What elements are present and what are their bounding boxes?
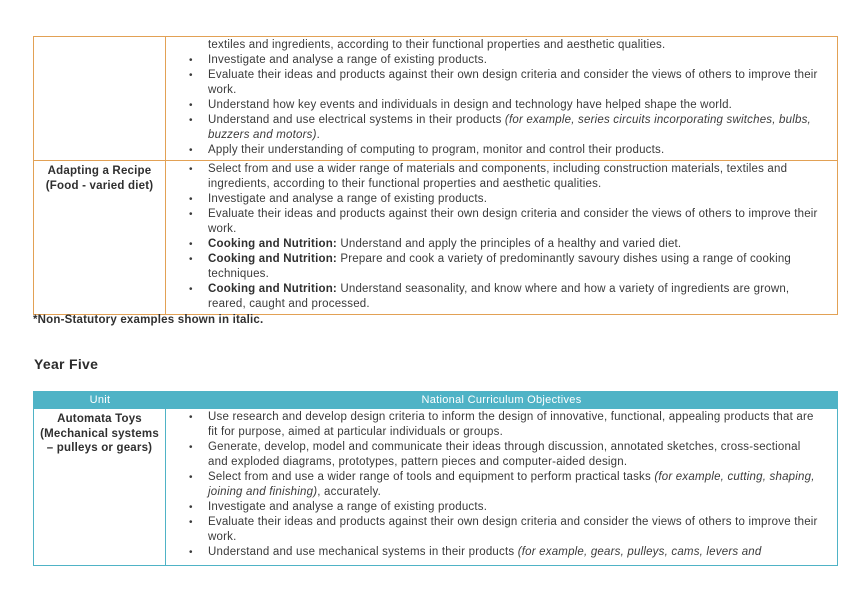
bullet-icon: • — [189, 412, 193, 423]
unit-cell — [34, 37, 166, 160]
objective-item — [186, 162, 823, 192]
bullet-icon: • — [189, 209, 193, 220]
bullet-icon: • — [189, 442, 193, 453]
objective-text: Understand and use electrical systems in their products (for example, series circuits incorporating switches, bulbs, buzzers and motors). — [208, 114, 811, 141]
objective-text: Investigate and analyse a range of existing products. — [208, 54, 488, 66]
bullet-icon: • — [189, 70, 193, 81]
bullet-icon: • — [189, 115, 193, 126]
objective-item — [186, 237, 823, 252]
year-five-heading: Year Five — [34, 356, 99, 372]
bullet-icon: • — [189, 55, 193, 66]
year-four-table — [33, 36, 838, 315]
objective-item — [186, 470, 823, 500]
objective-item — [186, 38, 823, 53]
table-row — [34, 37, 837, 160]
objective-text: Cooking and Nutrition: Understand and apply the principles of a healthy and varied diet. — [208, 238, 682, 250]
objective-item — [186, 545, 823, 560]
objective-item — [186, 282, 823, 312]
objective-text: Evaluate their ideas and products against their own design criteria and consider the views of others to improve their work. — [208, 208, 818, 235]
objectives-cell — [166, 161, 837, 314]
objective-text: Understand and use mechanical systems in their products (for example, gears, pulleys, cams, levers and — [208, 546, 762, 558]
objective-text: Investigate and analyse a range of existing products. — [208, 193, 488, 205]
objective-item — [186, 53, 823, 68]
objective-text: Generate, develop, model and communicate their ideas through discussion, annotated sketches, cross-sectional and exploded diagrams, prototypes, pattern pieces and computer-aided design. — [208, 441, 801, 468]
bullet-icon: • — [189, 254, 193, 265]
bullet-icon: • — [189, 164, 193, 175]
unit-column-header: Unit — [89, 394, 111, 406]
bullet-icon: • — [189, 472, 193, 483]
objective-text: Select from and use a wider range of tools and equipment to perform practical tasks (for example, cutting, shaping, joining and finishing), accurately. — [208, 471, 815, 498]
objective-text: Use research and develop design criteria to inform the design of innovative, functional, appealing products that are fit for purpose, aimed at particular individuals or groups. — [208, 411, 814, 438]
unit-cell: Automata Toys (Mechanical systems – pulleys or gears) — [34, 409, 166, 565]
objective-item — [186, 252, 823, 282]
objectives-column-header: National Curriculum Objectives — [421, 394, 582, 406]
bullet-icon: • — [189, 547, 193, 558]
objective-item — [186, 500, 823, 515]
objective-text: Cooking and Nutrition: Understand seasonality, and know where and how a variety of ingredients are grown, reared, caught and processed. — [208, 283, 790, 310]
objective-text: Evaluate their ideas and products against their own design criteria and consider the views of others to improve their work. — [208, 516, 818, 543]
bullet-icon: • — [189, 239, 193, 250]
objective-text: Cooking and Nutrition: Prepare and cook a variety of predominantly savoury dishes using a range of cooking techniques. — [208, 253, 792, 280]
objective-text: textiles and ingredients, according to their functional properties and aesthetic qualities. — [208, 39, 666, 51]
objective-item — [186, 192, 823, 207]
objectives-cell — [166, 37, 837, 160]
objective-text: Apply their understanding of computing to program, monitor and control their products. — [208, 144, 665, 156]
table-row — [34, 160, 837, 314]
objective-item — [186, 410, 823, 440]
bullet-icon: • — [189, 502, 193, 513]
objective-text: Select from and use a wider range of materials and components, including construction materials, textiles and ingredients, according to their functional properties and aesthetic qualities. — [208, 163, 788, 190]
objectives-cell — [166, 409, 837, 565]
year-five-table — [33, 391, 838, 566]
objective-item — [186, 113, 823, 143]
bullet-icon — [186, 38, 208, 53]
objective-text: Investigate and analyse a range of existing products. — [208, 501, 488, 513]
bullet-icon: • — [189, 517, 193, 528]
objective-item — [186, 207, 823, 237]
bullet-icon: • — [189, 100, 193, 111]
objective-text: Understand how key events and individuals in design and technology have helped shape the world. — [208, 99, 733, 111]
objective-item — [186, 98, 823, 113]
bullet-icon: • — [189, 284, 193, 295]
bullet-icon: • — [189, 145, 193, 156]
objective-item — [186, 68, 823, 98]
unit-cell: Adapting a Recipe (Food - varied diet) — [34, 161, 166, 314]
bullet-icon: • — [189, 194, 193, 205]
objective-item — [186, 515, 823, 545]
objective-item — [186, 440, 823, 470]
table-row — [34, 408, 837, 565]
objective-text: Evaluate their ideas and products against their own design criteria and consider the views of others to improve their work. — [208, 69, 818, 96]
non-statutory-note: *Non-Statutory examples shown in italic. — [33, 314, 264, 326]
table-header-row — [34, 392, 837, 408]
objective-item — [186, 143, 823, 158]
